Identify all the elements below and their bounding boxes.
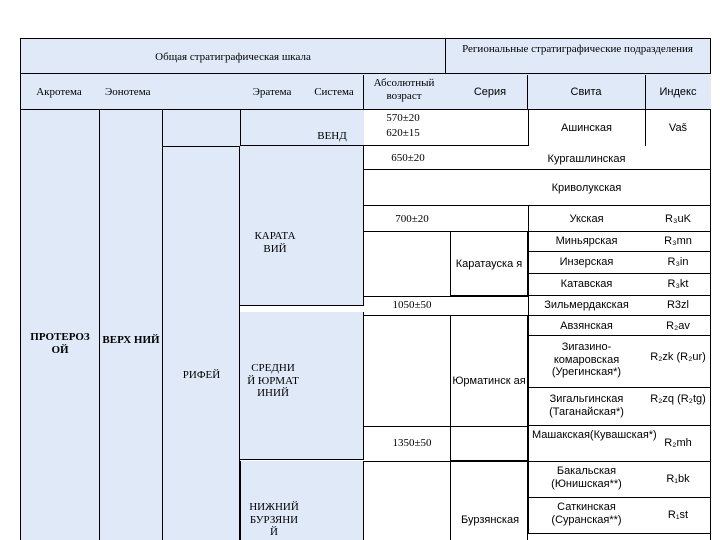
seriya-yurmatin-cell xyxy=(450,316,528,461)
seriya-karatau: Каратауска я xyxy=(455,258,523,270)
rifey-srednij: СРЕДНИ Й ЮРМАТ ИНИЙ xyxy=(247,362,299,400)
col-age: Абсолютный возраст xyxy=(373,77,435,102)
svita-ukskaya: Укская xyxy=(569,213,604,225)
age-700: 700±20 xyxy=(395,213,429,225)
svita-krivolukskaya: Криволукская xyxy=(551,182,622,194)
seriya-burzyan-cell xyxy=(450,461,528,540)
index-zigalga: R₂zq (R₂tg) xyxy=(650,393,706,405)
svita-katav: Катавская xyxy=(560,278,613,290)
eratema-value: РИФЕЙ xyxy=(182,369,221,381)
col-svita: Свита xyxy=(570,86,602,98)
seriya-burzyan: Бурзянская xyxy=(460,514,520,526)
karatavy-cell xyxy=(240,146,364,306)
index-zilmerdak: R3zl xyxy=(666,299,689,311)
svita-ashinskaya: Ашинская xyxy=(560,122,612,134)
eonotema-cell xyxy=(100,110,163,540)
index-avzyan: R₂av xyxy=(666,320,690,332)
eonotema-value: ВЕРХ НИЙ xyxy=(102,334,160,346)
index-minyar: R₃mn xyxy=(664,235,692,247)
akrotema-value: ПРОТЕРОЗ ОЙ xyxy=(30,331,90,356)
akrotema-cell xyxy=(21,110,100,540)
eratema-top-empty xyxy=(163,110,240,146)
header-general-scale: Общая стратиграфическая шкала xyxy=(155,51,311,63)
col-eonotema: Эонотема xyxy=(105,86,151,98)
index-katav: R₃kt xyxy=(667,278,689,290)
svita-zigalga: Зигальгинская (Таганайская*) xyxy=(549,393,624,418)
index-col-divider xyxy=(645,110,711,146)
eratema-rifey-cell xyxy=(163,146,240,540)
index-ukskaya: R₃uK xyxy=(665,213,691,225)
header-regional: Региональные стратиграфические подразделения xyxy=(462,43,693,55)
sistema-vend: ВЕНД xyxy=(317,130,347,142)
rifey-nizhnij: НИЖНИЙ БУРЗЯНИ Й xyxy=(249,501,299,539)
svita-mashak: Машакская(Кувашская*) xyxy=(532,429,657,441)
svita-kurgashlinskaya: Кургашлинская xyxy=(547,153,626,165)
rifey-karatavy: КАРАТА ВИЙ xyxy=(254,230,296,255)
index-satkin: R₁st xyxy=(667,509,689,521)
index-mashak: R₂mh xyxy=(664,437,692,449)
svita-bakal: Бакальская (Юнишская**) xyxy=(551,465,622,490)
col-seriya: Серия xyxy=(473,86,507,98)
age-570: 570±20 xyxy=(386,112,420,124)
index-zigazino: R₂zk (R₂ur) xyxy=(650,351,706,363)
col-akrotema: Акротема xyxy=(36,86,82,98)
svita-inzer: Инзерская xyxy=(559,256,614,268)
index-bakal: R₁bk xyxy=(666,473,690,485)
col-eratema: Эратема xyxy=(252,86,292,98)
age-620: 620±15 xyxy=(386,127,420,139)
index-inzer: R₃in xyxy=(667,256,689,268)
col-index: Индекс xyxy=(659,86,697,98)
svita-minyar: Миньярская xyxy=(555,235,618,247)
col-sistema: Система xyxy=(314,86,354,98)
svita-zilmerdak: Зильмердакская xyxy=(544,299,629,311)
seriya-yurmatin: Юрматинск ая xyxy=(452,375,526,387)
svita-avzyan: Авзянская xyxy=(560,320,613,332)
age-1350: 1350±50 xyxy=(392,437,432,449)
age-1050: 1050±50 xyxy=(392,299,432,311)
svita-satkin: Саткинская (Суранская**) xyxy=(551,501,622,526)
age-650: 650±20 xyxy=(391,152,425,164)
index-ashinskaya: Vaš xyxy=(668,122,688,134)
svita-zigazino: Зигазино-комаровская (Урегинская*) xyxy=(551,341,622,379)
